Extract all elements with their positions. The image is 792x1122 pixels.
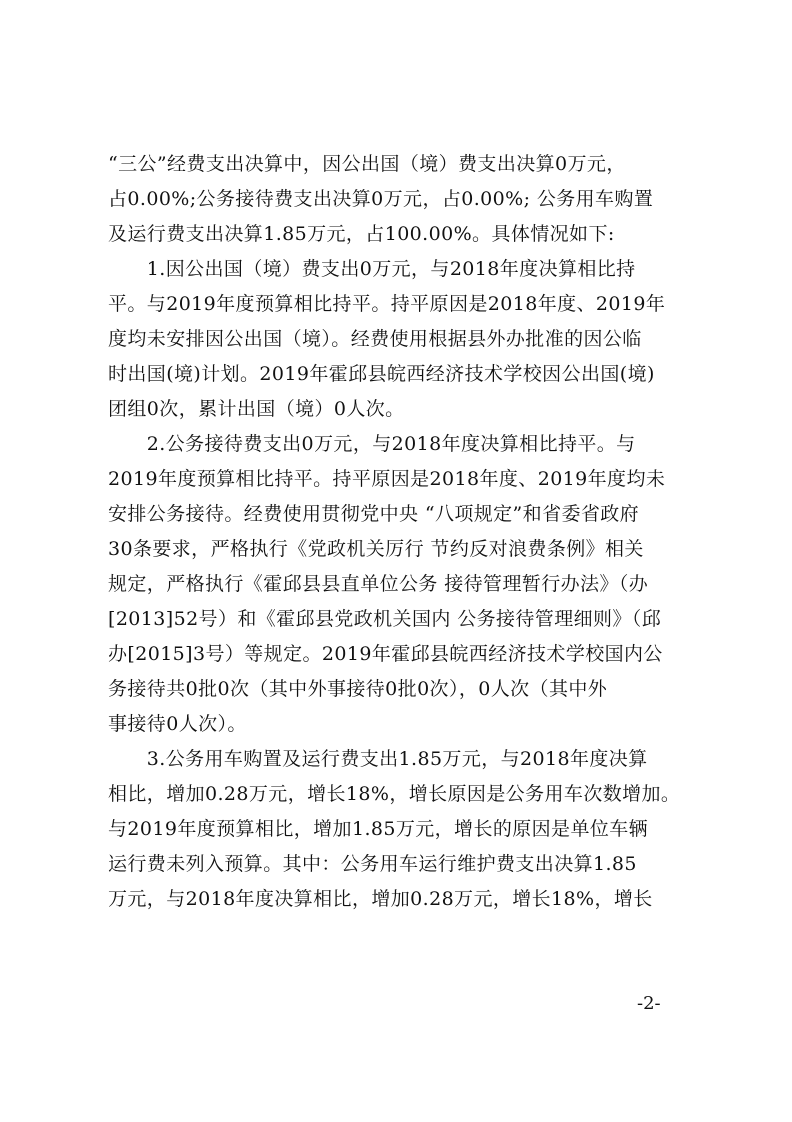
text-line: 平。与2019年度预算相比持平。持平原因是2018年度、2019年 (108, 293, 666, 315)
page-number: -2- (637, 993, 661, 1014)
text-line: 运行费未列入预算。其中：公务用车运行维护费支出决算1.85 (108, 853, 637, 875)
text-line: 时出国(境)计划。2019年霍邱县皖西经济技术学校因公出国(境) (108, 363, 655, 385)
text-line: 3.公务用车购置及运行费支出1.85万元，与2018年度决算 (108, 748, 648, 770)
text-line: 团组0次，累计出国（境）0人次。 (108, 398, 405, 420)
document-body (108, 147, 694, 917)
paragraph-item-3 (108, 742, 694, 917)
text-line: 与2019年度预算相比，增加1.85万元，增长的原因是单位车辆 (108, 818, 649, 840)
text-line: 办[2015]3号）等规定。2019年霍邱县皖西经济技术学校国内公 (108, 643, 663, 665)
text-line: 2.公务接待费支出0万元，与2018年度决算相比持平。与 (108, 433, 636, 455)
text-line: “三公”经费支出决算中，因公出国（境）费支出决算0万元， (108, 153, 626, 175)
text-line: 务接待共0批0次（其中外事接待0批0次），0人次（其中外 (108, 678, 608, 700)
paragraph-intro (108, 147, 694, 252)
text-line: 相比，增加0.28万元，增长18%，增长原因是公务用车次数增加。 (108, 783, 681, 805)
text-line: 规定，严格执行《霍邱县县直单位公务 接待管理暂行办法》（办 (108, 573, 649, 595)
text-line: 30条要求，严格执行《党政机关厉行 节约反对浪费条例》相关 (108, 538, 644, 560)
text-line: 及运行费支出决算1.85万元，占100.00%。具体情况如下: (108, 223, 615, 245)
text-line: 2019年度预算相比持平。持平原因是2018年度、2019年度均未 (108, 468, 666, 490)
text-line: 度均未安排因公出国（境）。经费使用根据县外办批准的因公临 (108, 328, 642, 350)
text-line: 占0.00%;公务接待费支出决算0万元，占0.00%; 公务用车购置 (108, 188, 654, 210)
text-line: 事接待0人次）。 (108, 713, 247, 735)
text-line: 万元，与2018年度决算相比，增加0.28万元，增长18%，增长 (108, 888, 653, 910)
text-line: 1.因公出国（境）费支出0万元，与2018年度决算相比持 (108, 258, 636, 280)
text-line: 安排公务接待。经费使用贯彻党中央 “八项规定”和省委省政府 (108, 503, 640, 525)
paragraph-item-1 (108, 252, 694, 427)
paragraph-item-2 (108, 427, 694, 742)
text-line: [2013]52号）和《霍邱县党政机关国内 公务接待管理细则》（邱 (108, 608, 662, 630)
